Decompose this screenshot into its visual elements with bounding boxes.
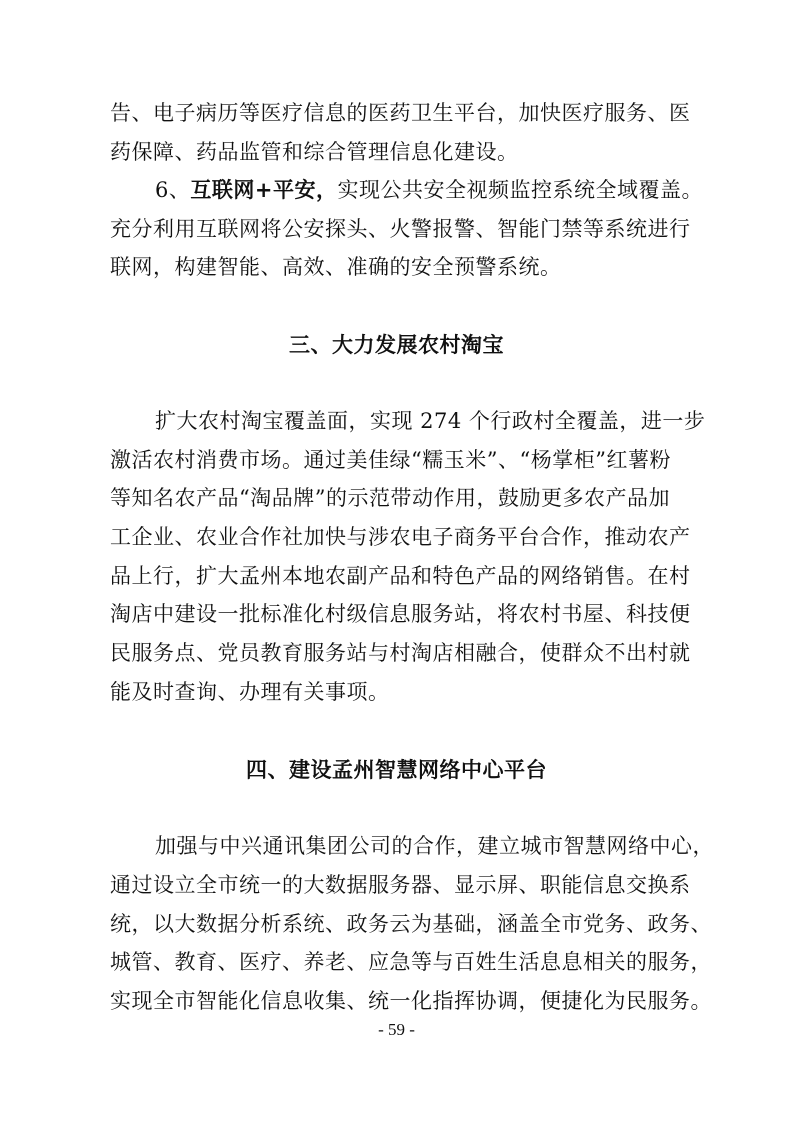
paragraph-line: 工企业、农业合作社加快与涉农电子商务平台合作，推动农产 <box>110 525 691 549</box>
paragraph-line: 加强与中兴通讯集团公司的合作，建立城市智慧网络中心， <box>155 834 714 858</box>
paragraph-line: 实现全市智能化信息收集、统一化指挥协调，便捷化为民服务。 <box>110 989 712 1013</box>
item-text: 实现公共安全视频监控系统全域覆盖。 <box>337 178 703 202</box>
paragraph-line: 药保障、药品监管和综合管理信息化建设。 <box>110 140 519 164</box>
item-6-first-line <box>155 177 703 203</box>
paragraph-line: 告、电子病历等医疗信息的医药卫生平台，加快医疗服务、医 <box>110 101 691 125</box>
paragraph-line: 等知名农产品“淘品牌”的示范带动作用，鼓励更多农产品加 <box>110 486 670 510</box>
page-number: - 59 - <box>378 1020 415 1039</box>
paragraph-line: 能及时查询、办理有关事项。 <box>110 680 390 704</box>
paragraph-line: 扩大农村淘宝覆盖面，实现 274 个行政村全覆盖，进一步 <box>155 409 706 433</box>
paragraph-line: 品上行，扩大孟州本地农副产品和特色产品的网络销售。在村 <box>110 564 691 588</box>
section-heading: 三、大力发展农村淘宝 <box>289 333 504 357</box>
paragraph-line: 城管、教育、医疗、养老、应急等与百姓生活息息相关的服务， <box>110 950 712 974</box>
paragraph-line: 统，以大数据分析系统、政务云为基础，涵盖全市党务、政务、 <box>110 912 712 936</box>
item-number: 6、 <box>155 178 191 202</box>
paragraph-line: 联网，构建智能、高效、准确的安全预警系统。 <box>110 255 562 279</box>
paragraph-line: 民服务点、党员教育服务站与村淘店相融合，使群众不出村就 <box>110 641 691 665</box>
paragraph-line: 激活农村消费市场。通过美佳绿“糯玉米”、“杨掌柜”红薯粉 <box>110 448 671 472</box>
paragraph-line: 淘店中建设一批标准化村级信息服务站，将农村书屋、科技便 <box>110 602 691 626</box>
section-heading: 四、建设孟州智慧网络中心平台 <box>246 758 547 782</box>
paragraph-line: 充分利用互联网将公安探头、火警报警、智能门禁等系统进行 <box>110 217 691 241</box>
paragraph-line: 通过设立全市统一的大数据服务器、显示屏、职能信息交换系 <box>110 873 691 897</box>
item-title: 互联网+平安， <box>190 178 338 202</box>
